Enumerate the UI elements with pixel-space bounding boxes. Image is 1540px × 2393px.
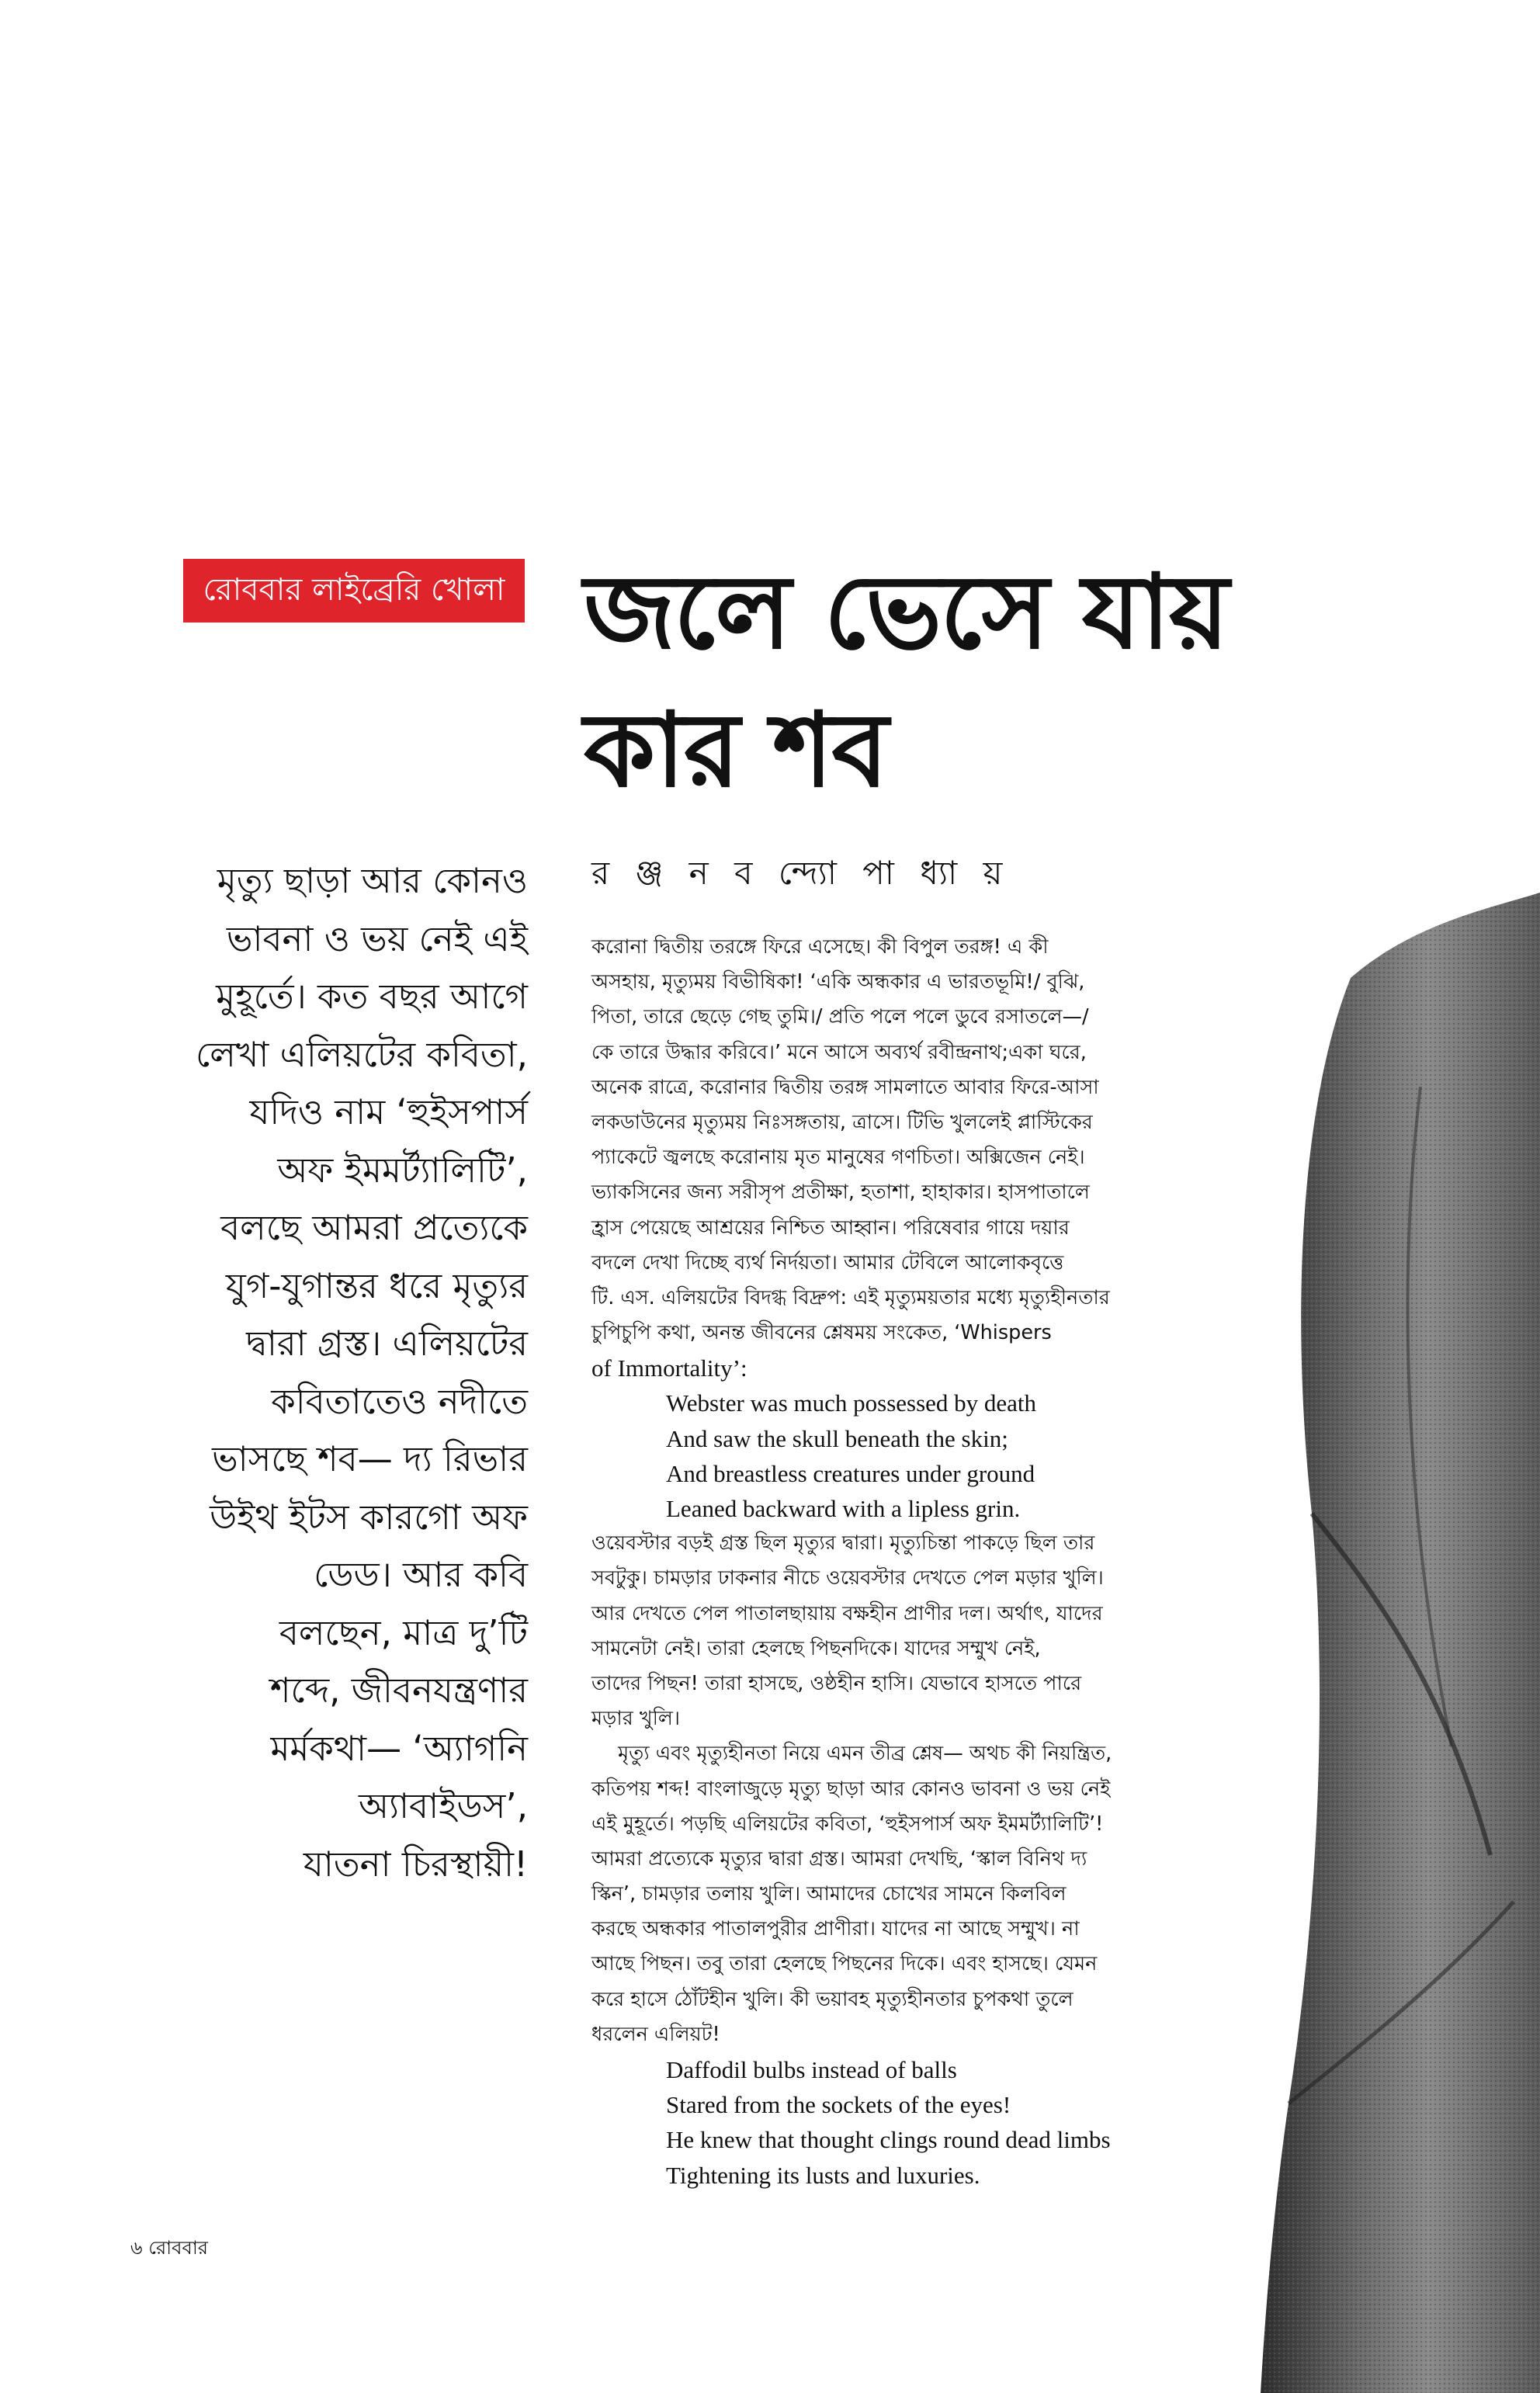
headline bbox=[584, 543, 1298, 820]
body-line: বদলে দেখা দিচ্ছে ব্যর্থ নির্দয়তা। আমার টেবিলে আলোকবৃত্তে bbox=[591, 1250, 1064, 1275]
pull-quote-line: শব্দে, জীবনযন্ত্রণার bbox=[269, 1670, 528, 1711]
page-folio: ৬ রোববার bbox=[130, 2237, 209, 2259]
section-tag: রোববার লাইব্রেরি খোলা bbox=[183, 559, 525, 623]
pull-quote-line: ভাবনা ও ভয় নেই এই bbox=[226, 917, 528, 959]
body-line: মৃত্যু এবং মৃত্যুহীনতা নিয়ে এমন তীব্র শ্লেষ— অথচ কী নিয়ন্ত্রিত, bbox=[618, 1742, 1112, 1766]
pull-quote-line: মর্মকথা— ‘অ্যাগনি bbox=[270, 1727, 528, 1769]
body-line: হ্রাস পেয়েছে আশ্রয়ের নিশ্চিত আহ্বান। পরিষেবার গায়ে দয়ার bbox=[591, 1216, 1070, 1240]
body-line: And breastless creatures under ground bbox=[666, 1459, 1035, 1487]
body-line: লকডাউনের মৃত্যুময় নিঃসঙ্গতায়, ত্রাসে। টিভি খুললেই প্লাস্টিকের bbox=[591, 1110, 1093, 1134]
body-line: স্কিন’, চামড়ার তলায় খুলি। আমাদের চোখের সামনে কিলবিল bbox=[591, 1882, 1067, 1906]
pull-quote-line: উইথ ইটস কারগো অফ bbox=[210, 1496, 528, 1538]
body-line: ওয়েবস্টার বড়ই গ্রস্ত ছিল মৃত্যুর দ্বারা। মৃত্যুচিন্তা পাকড়ে ছিল তার bbox=[591, 1531, 1095, 1555]
headline-line: কার শব bbox=[584, 691, 887, 810]
body-line: আর দেখতে পেল পাতালছায়ায় বক্ষহীন প্রাণীর দল। অর্থাৎ, যাদের bbox=[591, 1601, 1103, 1625]
pull-quote-line: মৃত্যু ছাড়া আর কোনও bbox=[217, 860, 528, 901]
pull-quote-line: ডেড। আর কবি bbox=[314, 1554, 528, 1595]
pull-quote-line: লেখা এলিয়টের কবিতা, bbox=[195, 1033, 528, 1075]
body-line: এই মুহূর্তে। পড়ছি এলিয়টের কবিতা, ‘হুইসপার্স অফ ইমমর্ট্যালিটি’! bbox=[591, 1812, 1104, 1836]
pull-quote-line: কবিতাতেও নদীতে bbox=[271, 1380, 528, 1422]
body-line: And saw the skull beneath the skin; bbox=[666, 1424, 1008, 1452]
body-line: সবটুকু। চামড়ার ঢাকনার নীচে ওয়েবস্টার দেখতে পেল মড়ার খুলি। bbox=[591, 1566, 1104, 1590]
author-photo bbox=[1257, 893, 1540, 2393]
body-line: করোনা দ্বিতীয় তরঙ্গে ফিরে এসেছে। কী বিপুল তরঙ্গ! এ কী bbox=[591, 935, 1049, 959]
body-line: চুপিচুপি কথা, অনন্ত জীবনের শ্লেষময় সংকেত, ‘Whispers bbox=[591, 1321, 1052, 1345]
body-line: পিতা, তারে ছেড়ে গেছ তুমি।/ প্রতি পলে পলে ডুবে রসাতলে—/ bbox=[591, 1005, 1089, 1029]
body-line: আমরা প্রত্যেকে মৃত্যুর দ্বারা গ্রস্ত। আমরা দেখছি, ‘স্কাল বিনিথ দ্য bbox=[591, 1847, 1087, 1871]
body-line: ধরলেন এলিয়ট! bbox=[591, 2022, 720, 2046]
body-line: of Immortality’: bbox=[591, 1354, 747, 1382]
body-line: মড়ার খুলি। bbox=[591, 1707, 681, 1731]
body-line: কে তারে উদ্ধার করিবে।’ মনে আসে অব্যর্থ রবীন্দ্রনাথ;একা ঘরে, bbox=[591, 1040, 1087, 1064]
pull-quote bbox=[116, 852, 528, 1893]
body-line: He knew that thought clings round dead limbs bbox=[666, 2126, 1111, 2154]
body-line: প্যাকেটে জ্বলছে করোনায় মৃত মানুষের গণচিতা। অক্সিজেন নেই। bbox=[591, 1146, 1085, 1170]
body-line: Leaned backward with a lipless grin. bbox=[666, 1495, 1021, 1522]
pull-quote-line: বলছে আমরা প্রত্যেকে bbox=[220, 1207, 528, 1248]
pull-quote-line: ভাসছে শব— দ্য রিভার bbox=[212, 1438, 528, 1479]
body-line: ভ্যাকসিনের জন্য সরীসৃপ প্রতীক্ষা, হতাশা, হাহাকার। হাসপাতালে bbox=[591, 1181, 1090, 1205]
pull-quote-line: যদিও নাম ‘হুইসপার্স bbox=[249, 1091, 528, 1132]
body-line: সামনেটা নেই। তারা হেলছে পিছনদিকে। যাদের সম্মুখ নেই, bbox=[591, 1636, 1041, 1660]
body-line: Daffodil bulbs instead of balls bbox=[666, 2056, 957, 2083]
body-line: Stared from the sockets of the eyes! bbox=[666, 2091, 1011, 2119]
pull-quote-line: যাতনা চিরস্থায়ী! bbox=[303, 1843, 528, 1885]
body-line: Webster was much possessed by death bbox=[666, 1389, 1037, 1417]
pull-quote-line: অফ ইমমর্ট্যালিটি’, bbox=[277, 1149, 528, 1191]
byline: র ঞ্জ ন ব ন্দ্যো পা ধ্যা য় bbox=[591, 854, 1011, 892]
body-line: তাদের পিছন! তারা হাসছে, ওষ্ঠহীন হাসি। যেভাবে হাসতে পারে bbox=[591, 1671, 1082, 1695]
headline-line: জলে ভেসে যায় bbox=[584, 553, 1228, 672]
pull-quote-line: মুহূর্তে। কত বছর আগে bbox=[216, 976, 528, 1017]
body-line: অসহায়, মৃত্যুময় বিভীষিকা! ‘একি অন্ধকার এ ভারতভূমি!/ বুঝি, bbox=[591, 970, 1085, 994]
body-line: করছে অন্ধকার পাতালপুরীর প্রাণীরা। যাদের না আছে সম্মুখ। না bbox=[591, 1917, 1080, 1941]
body-line: Tightening its lusts and luxuries. bbox=[666, 2161, 980, 2189]
body-line: অনেক রাত্রে, করোনার দ্বিতীয় তরঙ্গ সামলাতে আবার ফিরে-আসা bbox=[591, 1075, 1099, 1099]
pull-quote-line: যুগ-যুগান্তর ধরে মৃত্যুর bbox=[225, 1264, 528, 1306]
pull-quote-line: বলছেন, মাত্র দু’টি bbox=[279, 1611, 528, 1653]
body-line: আছে পিছন। তবু তারা হেলছে পিছনের দিকে। এবং হাসছে। যেমন bbox=[591, 1952, 1098, 1976]
body-line: কতিপয় শব্দ! বাংলাজুড়ে মৃত্যু ছাড়া আর কোনও ভাবনা ও ভয় নেই bbox=[591, 1777, 1111, 1801]
body-line: করে হাসে ঠোঁটহীন খুলি। কী ভয়াবহ মৃত্যুহীনতার চুপকথা তুলে bbox=[591, 1987, 1073, 2011]
pull-quote-line: দ্বারা গ্রস্ত। এলিয়টের bbox=[246, 1323, 528, 1364]
article-body bbox=[591, 930, 1236, 2193]
body-line: টি. এস. এলিয়টের বিদগ্ধ বিদ্রুপ: এই মৃত্যুময়তার মধ্যে মৃত্যুহীনতার bbox=[591, 1285, 1110, 1309]
pull-quote-line: অ্যাবাইডস’, bbox=[358, 1785, 528, 1826]
